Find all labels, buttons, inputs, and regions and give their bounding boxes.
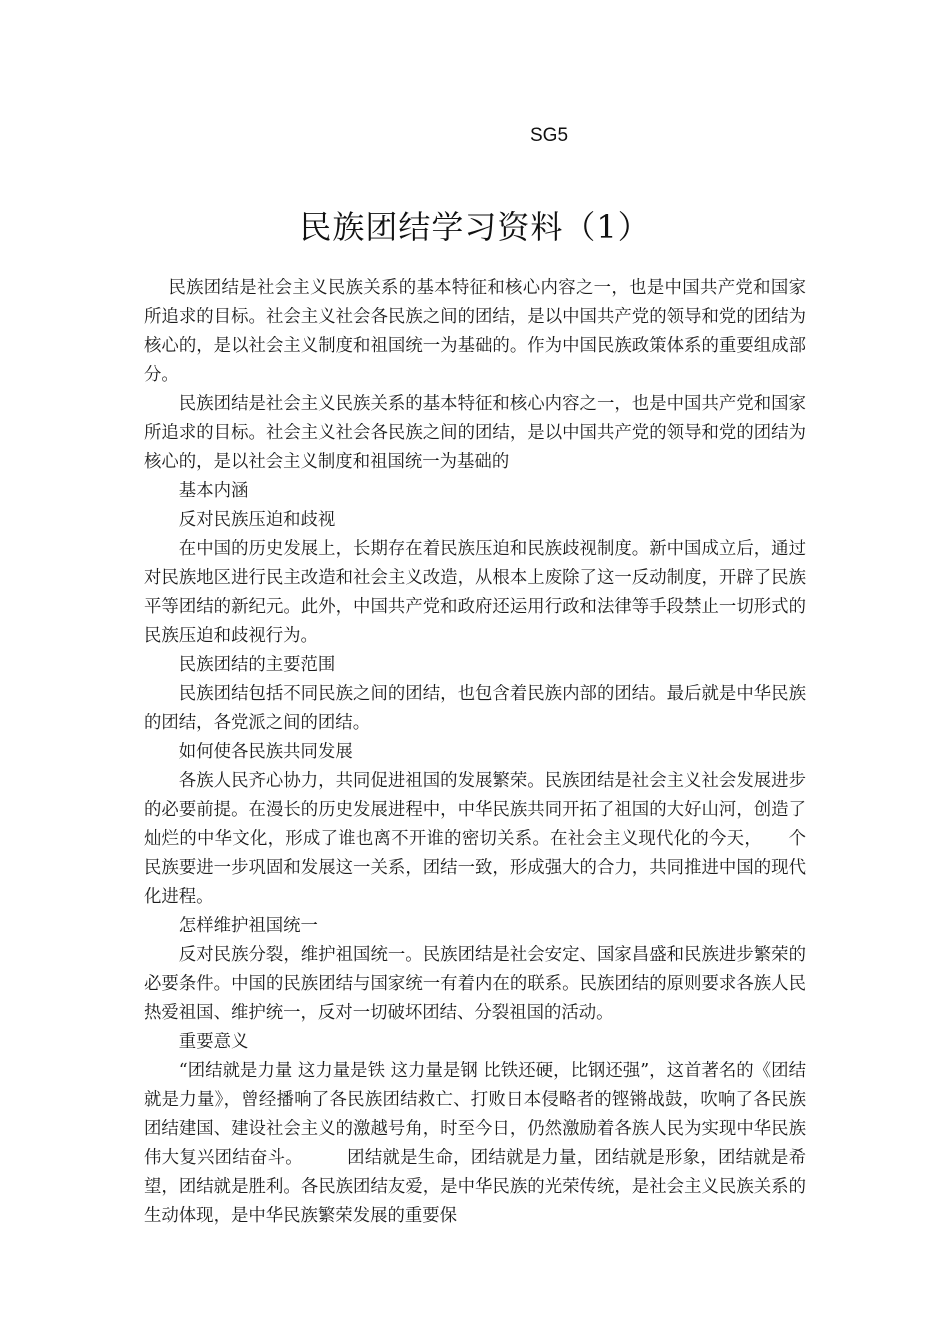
section-heading-basic: 基本内涵 [178,481,249,501]
document-code: SG5 [530,125,569,146]
section-heading-meaning: 重要意义 [178,1032,249,1052]
section-heading-oppose: 反对民族压迫和歧视 [178,510,336,530]
section-heading-scope: 民族团结的主要范围 [178,655,336,675]
paragraph-intro-1: 民族团结是社会主义民族关系的基本特征和核心内容之一，也是中国共产党和国家所追求的目标。社会主义社会各民族之间的团结，是以中国共产党的领导和党的团结为核心的，是以社会主义制度和祖国统一为基础的。作为中国民族政策体系的重要组成部分。 [144,278,806,385]
section-heading-develop: 如何使各民族共同发展 [178,742,353,762]
paragraph-develop: 各族人民齐心协力，共同促进祖国的发展繁荣。民族团结是社会主义社会发展进步的必要前提。在漫长的历史发展进程中，中华民族共同开拓了祖国的大好山河，创造了灿烂的中华文化，形成了谁也离不开谁的密切关系。在社会主义现代化的今天， 个民族要进一步巩固和发展这一关系，团结一致，形成强大的合力，共同推进中国的现代化进程。 [144,771,806,907]
document-body [144,274,806,1231]
paragraph-unity: 反对民族分裂，维护祖国统一。民族团结是社会安定、国家昌盛和民族进步繁荣的必要条件。中国的民族团结与国家统一有着内在的联系。民族团结的原则要求各族人民热爱祖国、维护统一，反对一切破坏团结、分裂祖国的活动。 [144,945,806,1023]
paragraph-scope: 民族团结包括不同民族之间的团结，也包含着民族内部的团结。最后就是中华民族的团结，各党派之间的团结。 [144,684,806,733]
paragraph-meaning: “团结就是力量 这力量是铁 这力量是钢 比铁还硬，比钢还强”，这首著名的《团结就是力量》，曾经播响了各民族团结救亡、打败日本侵略者的铿锵战鼓，吹响了各民族团结建国、建设社会主义的激越号角，时至今日，仍然激励着各族人民为实现中华民族伟大复兴团结奋斗。 团结就是生命，团结就是力量，团结就是形象，团结就是希望，团结就是胜利。各民族团结友爱，是中华民族的光荣传统，是社会主义民族关系的生动体现，是中华民族繁荣发展的重要保 [144,1061,806,1226]
section-heading-unity: 怎样维护祖国统一 [178,916,318,936]
paragraph-intro-2: 民族团结是社会主义民族关系的基本特征和核心内容之一，也是中国共产党和国家所追求的目标。社会主义社会各民族之间的团结，是以中国共产党的领导和党的团结为核心的，是以社会主义制度和祖国统一为基础的 [144,394,806,472]
document-title: 民族团结学习资料（1） [299,208,651,246]
paragraph-oppose: 在中国的历史发展上，长期存在着民族压迫和民族歧视制度。新中国成立后，通过对民族地区进行民主改造和社会主义改造，从根本上废除了这一反动制度，开辟了民族平等团结的新纪元。此外，中国共产党和政府还运用行政和法律等手段禁止一切形式的民族压迫和歧视行为。 [144,539,806,646]
